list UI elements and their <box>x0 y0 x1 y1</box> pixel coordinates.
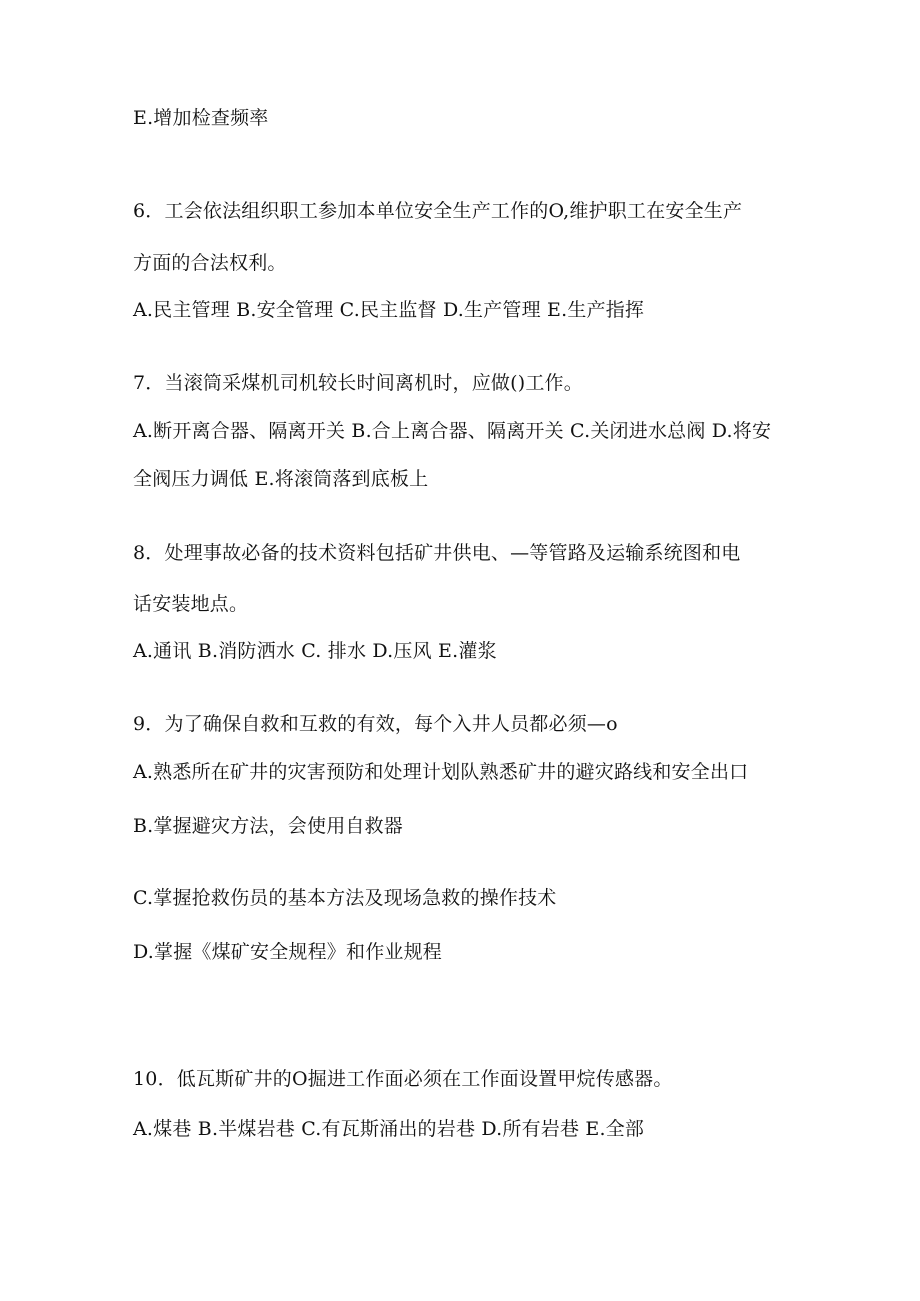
question-10-options: A.煤巷 B.半煤岩巷 C.有瓦斯涌出的岩巷 D.所有岩巷 E.全部 <box>133 1118 645 1140</box>
question-9-option-b: B.掌握避灾方法，会使用自救器 <box>133 815 404 837</box>
question-9-option-a: A.熟悉所在矿井的灾害预防和处理计划队熟悉矿井的避灾路线和安全出口 <box>133 761 749 783</box>
question-8-options: A.通讯 B.消防洒水 C. 排水 D.压风 E.灌浆 <box>133 640 497 662</box>
question-6-text: 6．工会依法组织职工参加本单位安全生产工作的O,维护职工在安全生产 <box>133 200 743 222</box>
question-8-text-cont: 话安装地点。 <box>133 593 249 615</box>
question-6-options: A.民主管理 B.安全管理 C.民主监督 D.生产管理 E.生产指挥 <box>133 299 645 321</box>
option-e-line: E.增加检查频率 <box>133 107 269 129</box>
question-7-options: A.断开离合器、隔离开关 B.合上离合器、隔离开关 C.关闭进水总阀 D.将安 <box>133 420 772 442</box>
question-7-options-cont: 全阀压力调低 E.将滚筒落到底板上 <box>133 468 429 490</box>
question-8-text: 8．处理事故必备的技术资料包括矿井供电、—等管路及运输系统图和电 <box>133 542 741 564</box>
question-10-text: 10．低瓦斯矿井的O掘进工作面必须在工作面设置甲烷传感器。 <box>133 1068 673 1090</box>
question-9-text: 9．为了确保自救和互救的有效，每个入井人员都必须—o <box>133 713 618 735</box>
question-6-text-cont: 方面的合法权利。 <box>133 252 287 274</box>
question-9-option-d: D.掌握《煤矿安全规程》和作业规程 <box>133 941 442 963</box>
question-7-text: 7．当滚筒采煤机司机较长时间离机时，应做()工作。 <box>133 372 583 394</box>
question-9-option-c: C.掌握抢救伤员的基本方法及现场急救的操作技术 <box>133 887 557 909</box>
